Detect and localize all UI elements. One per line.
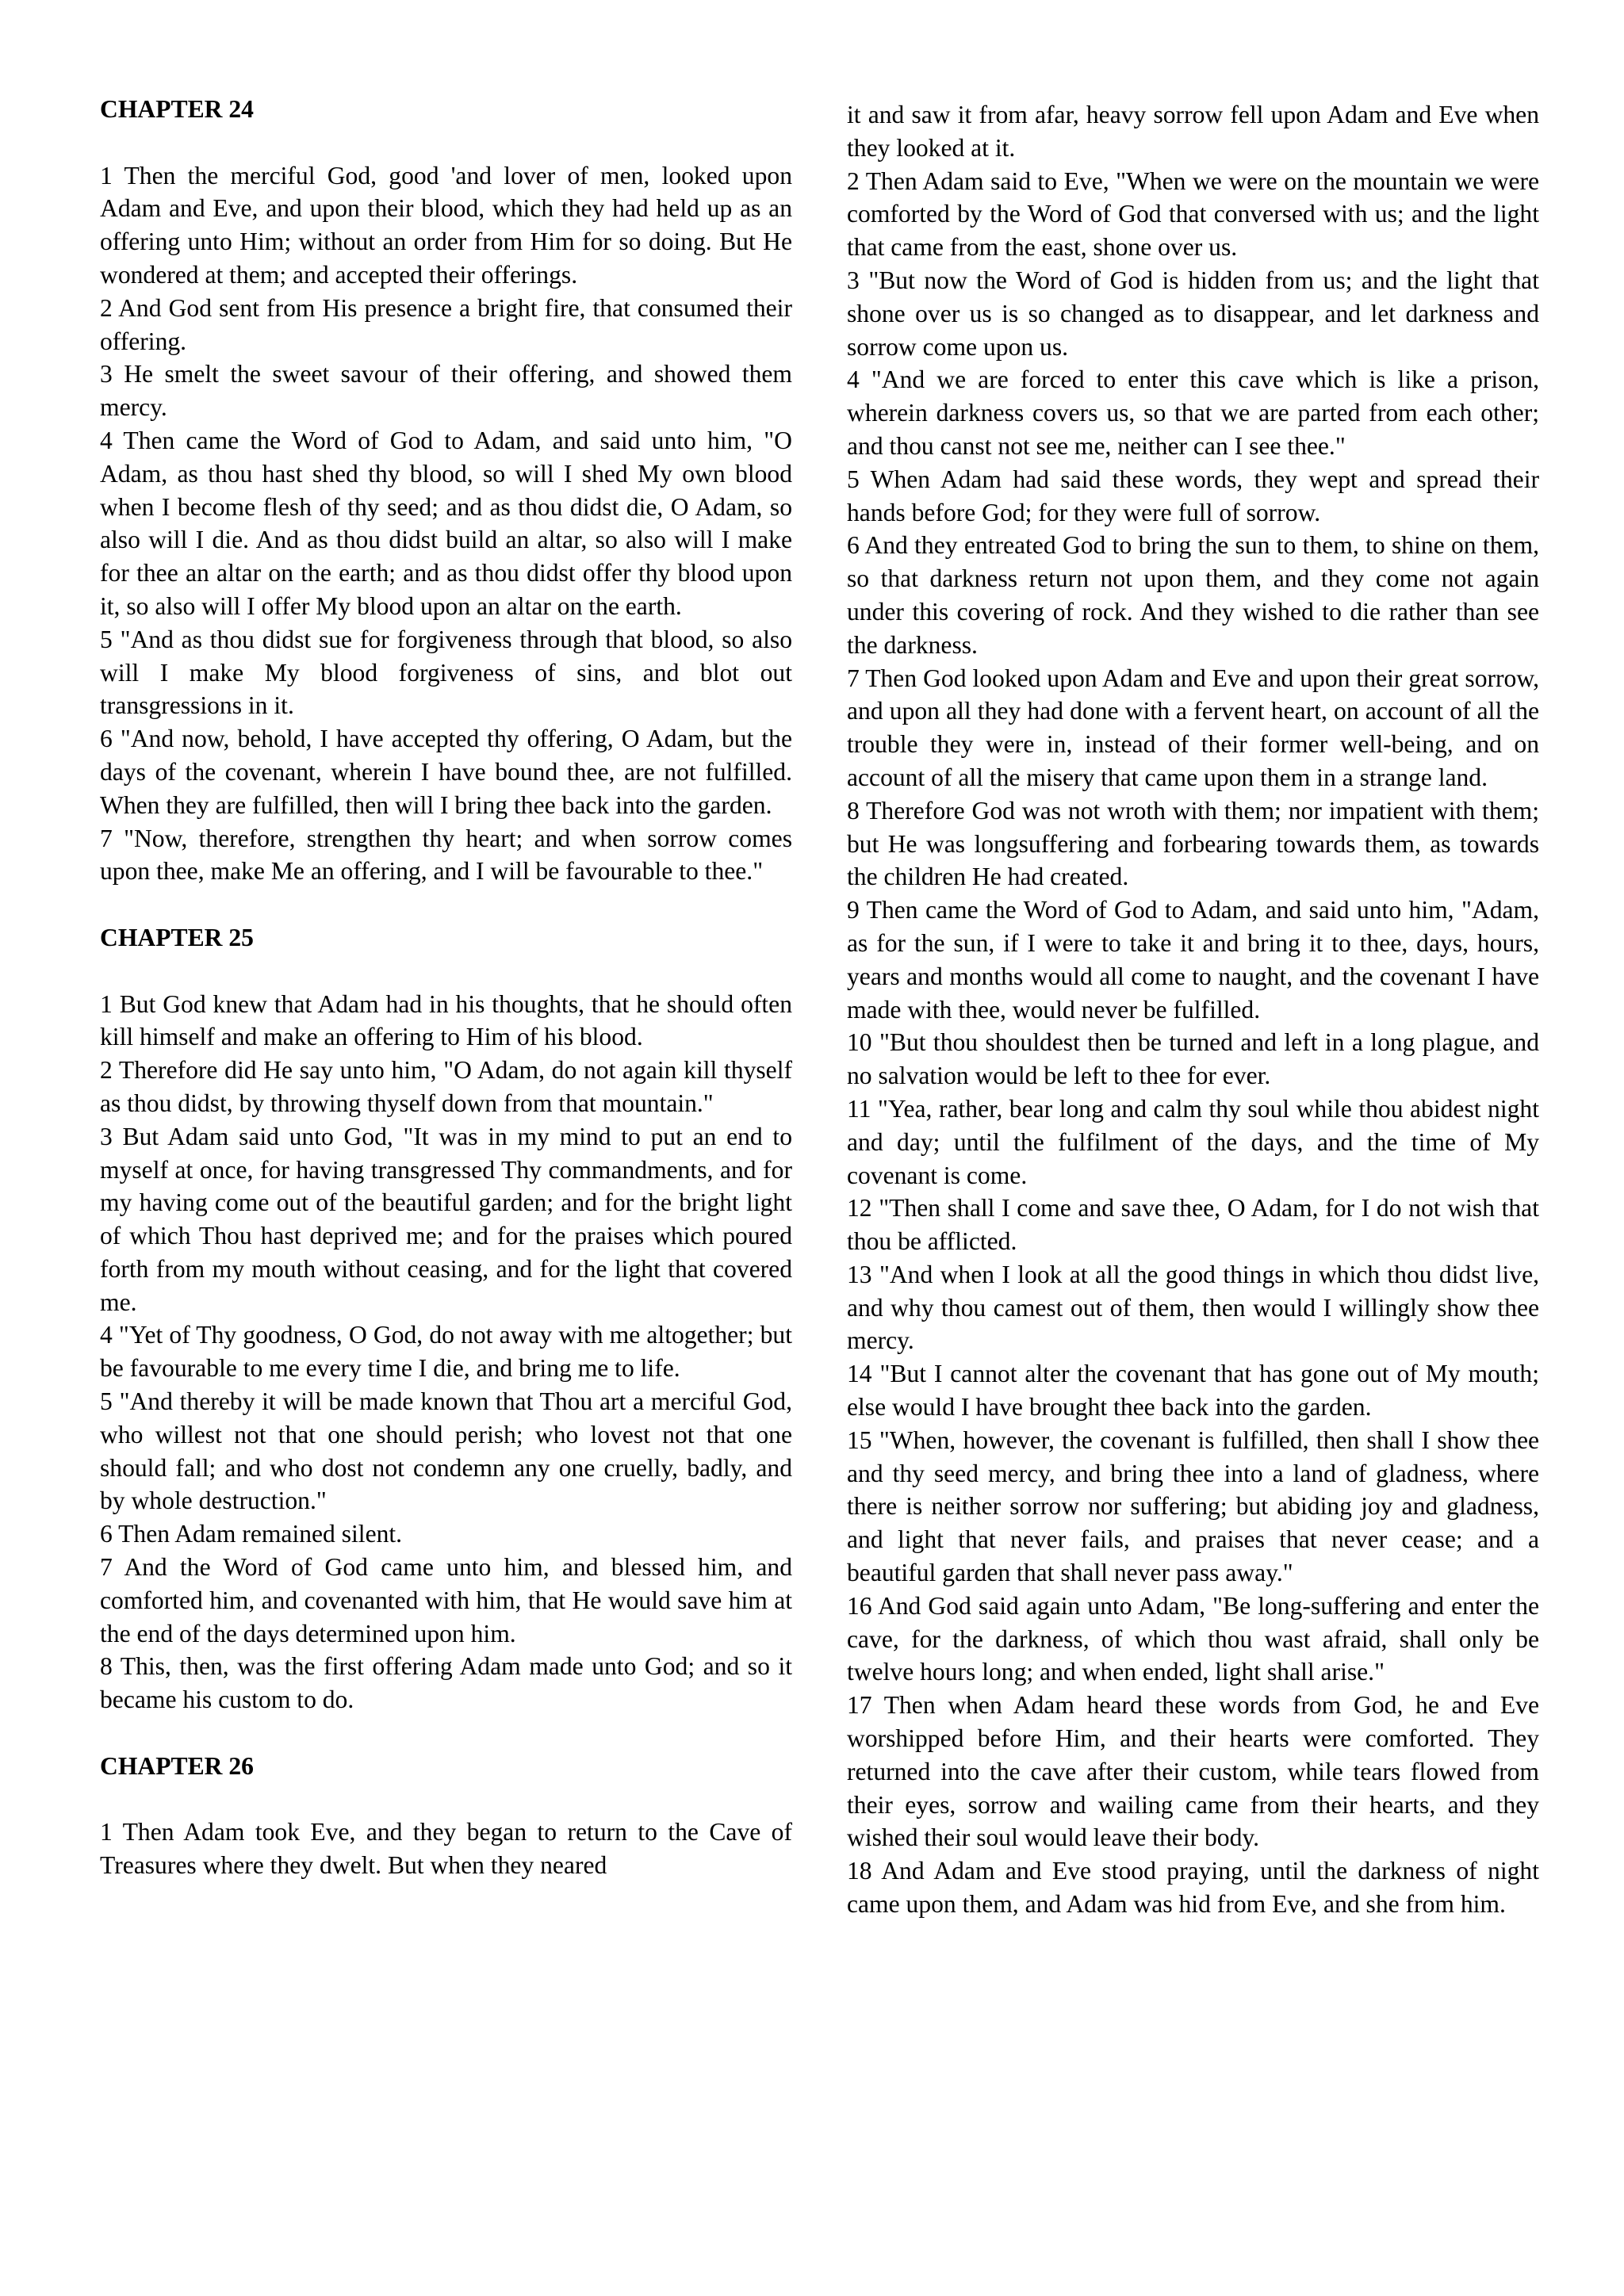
verse: 16 And God said again unto Adam, "Be long-suffering and enter the cave, for the darkness, of which thou wast afraid, shall only be twelve hours long; and when ended, light shall arise." <box>847 1591 1539 1686</box>
verse: 4 "Yet of Thy goodness, O God, do not away with me altogether; but be favourable to me every time I die, and bring me to life. <box>100 1321 792 1383</box>
verse: 3 But Adam said unto God, "It was in my mind to put an end to myself at once, for having transgressed Thy commandments, and for my having come out of the beautiful garden; and for the bright light of which Thou hast deprived me; and for the praises which poured forth from my mouth without ceasing, and for the light that covered me. <box>100 1122 792 1316</box>
verse: 5 "And thereby it will be made known that Thou art a merciful God, who willest not that one should perish; who lovest not that one should fall; and who dost not condemn any one cruelly, badly, and by whole destruction." <box>100 1387 792 1515</box>
verse: 7 Then God looked upon Adam and Eve and upon their great sorrow, and upon all they had done with a fervent heart, on account of all the trouble they were in, instead of their former well-being, and on account of all the misery that came upon them in a strange land. <box>847 664 1539 791</box>
verse: 1 Then Adam took Eve, and they began to return to the Cave of Treasures where they dwelt. But when they neared <box>100 1818 792 1880</box>
verse: 4 "And we are forced to enter this cave which is like a prison, wherein darkness covers us, so that we are parted from each other; and thou canst not see me, neither can I see thee." <box>847 365 1539 460</box>
verse: 7 "Now, therefore, strengthen thy heart; and when sorrow comes upon thee, make Me an offering, and I will be favourable to thee." <box>100 824 792 886</box>
chapter-heading: CHAPTER 24 <box>100 95 254 123</box>
verse: 6 "And now, behold, I have accepted thy offering, O Adam, but the days of the covenant, wherein I have bound thee, are not fulfilled. When they are fulfilled, then will I bring thee back into the garden. <box>100 725 792 819</box>
verse: 11 "Yea, rather, bear long and calm thy soul while thou abidest night and day; until the fulfilment of the days, and the time of My covenant is come. <box>847 1094 1539 1189</box>
verse: 1 Then the merciful God, good 'and lover of men, looked upon Adam and Eve, and upon their blood, which they had held up as an offering unto Him; without an order from Him for so doing. But He wondered at them; and accepted their offerings. <box>100 161 792 289</box>
verse: it and saw it from afar, heavy sorrow fell upon Adam and Eve when they looked at it. <box>847 101 1539 162</box>
left-column <box>100 93 792 1882</box>
verse: 12 "Then shall I come and save thee, O Adam, for I do not wish that thou be afflicted. <box>847 1194 1539 1256</box>
chapter-heading: CHAPTER 25 <box>100 923 254 951</box>
verse: 9 Then came the Word of God to Adam, and said unto him, "Adam, as for the sun, if I were to take it and bring it to thee, days, hours, years and months would all come to naught, and the covenant I have made with thee, would never be fulfilled. <box>847 896 1539 1024</box>
verse: 10 "But thou shouldest then be turned and left in a long plague, and no salvation would be left to thee for ever. <box>847 1028 1539 1090</box>
verse: 1 But God knew that Adam had in his thoughts, that he should often kill himself and make an offering to Him of his blood. <box>100 989 792 1051</box>
verse: 7 And the Word of God came unto him, and blessed him, and comforted him, and covenanted with him, that He would save him at the end of the days determined upon him. <box>100 1553 792 1647</box>
verse: 18 And Adam and Eve stood praying, until the darkness of night came upon them, and Adam was hid from Eve, and she from him. <box>847 1857 1539 1919</box>
verse: 4 Then came the Word of God to Adam, and said unto him, "O Adam, as thou hast shed thy blood, so will I shed My own blood when I become flesh of thy seed; and as thou didst die, O Adam, so also will I die. And as thou didst build an altar, so also will I make for thee an altar on the earth; and as thou didst offer thy blood upon it, so also will I offer My blood upon an altar on the earth. <box>100 426 792 620</box>
verse: 14 "But I cannot alter the covenant that has gone out of My mouth; else would I have brought thee back into the garden. <box>847 1360 1539 1422</box>
verse: 6 And they entreated God to bring the sun to them, to shine on them, so that darkness return not upon them, and they come not again under this covering of rock. And they wished to die rather than see the darkness. <box>847 531 1539 659</box>
verse: 8 This, then, was the first offering Adam made unto God; and so it became his custom to do. <box>100 1652 792 1714</box>
verse: 6 Then Adam remained silent. <box>100 1520 403 1548</box>
verse: 3 He smelt the sweet savour of their offering, and showed them mercy. <box>100 360 792 422</box>
verse: 5 "And as thou didst sue for forgiveness through that blood, so also will I make My blood forgiveness of sins, and blot out transgressions in it. <box>100 625 792 720</box>
chapter-heading: CHAPTER 26 <box>100 1751 254 1780</box>
verse: 2 And God sent from His presence a bright fire, that consumed their offering. <box>100 293 792 355</box>
verse: 3 "But now the Word of God is hidden from us; and the light that shone over us is so changed as to disappear, and let darkness and sorrow come upon us. <box>847 266 1539 361</box>
verse: 2 Therefore did He say unto him, "O Adam, do not again kill thyself as thou didst, by throwing thyself down from that mountain." <box>100 1056 792 1117</box>
verse: 15 "When, however, the covenant is fulfilled, then shall I show thee and thy seed mercy, and bring thee into a land of gladness, where there is neither sorrow nor suffering; but abiding joy and gladness, and light that never fails, and praises that never cease; and a beautiful garden that shall never pass away." <box>847 1425 1539 1587</box>
verse: 5 When Adam had said these words, they wept and spread their hands before God; for they were full of sorrow. <box>847 465 1539 526</box>
verse: 8 Therefore God was not wroth with them; nor impatient with them; but He was longsuffering and forbearing towards them, as towards the children He had created. <box>847 796 1539 891</box>
verse: 17 Then when Adam heard these words from God, he and Eve worshipped before Him, and their hearts were comforted. They returned into the cave after their custom, while tears flowed from their eyes, sorrow and wailing came from their hearts, and they wished their soul would leave their body. <box>847 1691 1539 1852</box>
verse: 2 Then Adam said to Eve, "When we were on the mountain we were comforted by the Word of God that conversed with us; and the light that came from the east, shone over us. <box>847 166 1539 262</box>
verse: 13 "And when I look at all the good things in which thou didst live, and why thou camest out of them, then would I willingly show thee mercy. <box>847 1260 1539 1355</box>
section-spacer <box>100 1716 792 1750</box>
right-column <box>847 98 1539 1921</box>
section-spacer <box>100 888 792 921</box>
